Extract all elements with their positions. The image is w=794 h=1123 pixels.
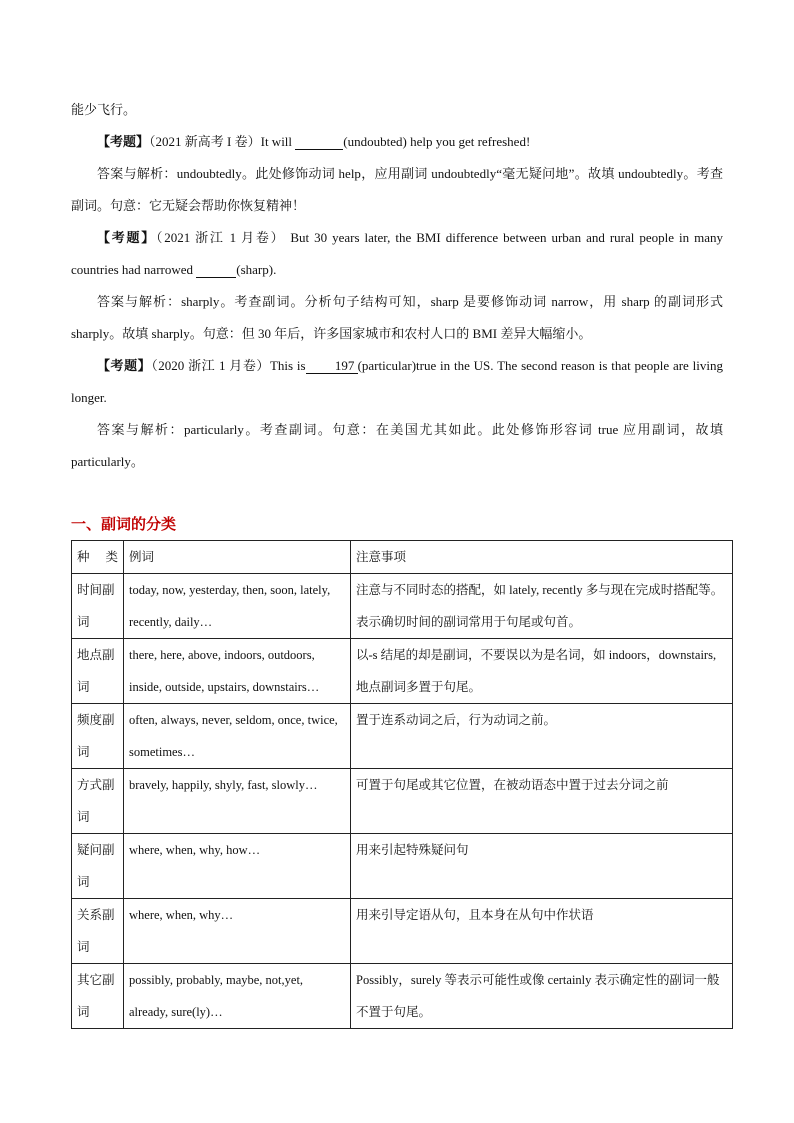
cell-examples: where, when, why, how…	[124, 834, 351, 899]
table-row	[72, 899, 733, 964]
cell-kind: 方式副词	[72, 769, 124, 834]
cell-kind: 频度副词	[72, 704, 124, 769]
cell-note: Possibly，surely 等表示可能性或像 certainly 表示确定性的副词一般不置于句尾。	[351, 964, 733, 1029]
cell-examples: possibly, probably, maybe, not,yet, already, sure(ly)…	[124, 964, 351, 1029]
question-text-post: (particular)true in the US. The second reason is that people are living longer.	[71, 358, 723, 405]
cell-examples: where, when, why…	[124, 899, 351, 964]
cell-kind: 关系副词	[72, 899, 124, 964]
cell-note: 用来引导定语从句，且本身在从句中作状语	[351, 899, 733, 964]
answer-blank	[295, 134, 343, 150]
adverb-classification-table	[71, 540, 733, 1029]
answer-explanation-2: 答案与解析：sharply。考查副词。分析句子结构可知，sharp 是要修饰动词 narrow，用 sharp 的副词形式 sharply。故填 sharply。句意：但 30 年后，许多国家城市和农村人口的 BMI 差异大幅缩小。	[71, 294, 723, 341]
intro-tail: 能少飞行。	[71, 102, 137, 117]
table-header-row	[72, 541, 733, 574]
cell-examples: there, here, above, indoors, outdoors, inside, outside, upstairs, downstairs…	[124, 639, 351, 704]
cell-kind: 其它副词	[72, 964, 124, 1029]
section-title: 一、副词的分类	[71, 515, 177, 533]
answer-explanation-3: 答案与解析：particularly。考查副词。句意：在美国尤其如此。此处修饰形容词 true 应用副词，故填 particularly。	[71, 422, 723, 469]
cell-note: 置于连系动词之后，行为动词之前。	[351, 704, 733, 769]
table-row	[72, 834, 733, 899]
cell-examples: bravely, happily, shyly, fast, slowly…	[124, 769, 351, 834]
table-row	[72, 574, 733, 639]
question-text-post: (undoubted) help you get refreshed!	[343, 134, 531, 149]
cell-note: 可置于句尾或其它位置，在被动语态中置于过去分词之前	[351, 769, 733, 834]
cell-note: 用来引起特殊疑问句	[351, 834, 733, 899]
cell-kind: 地点副词	[72, 639, 124, 704]
cell-note: 注意与不同时态的搭配，如 lately, recently 多与现在完成时搭配等。表示确切时间的副词常用于句尾或句首。	[351, 574, 733, 639]
cell-note: 以-s 结尾的却是副词，不要误以为是名词，如 indoors，downstairs,地点副词多置于句尾。	[351, 639, 733, 704]
exam-question-2	[71, 222, 723, 286]
header-kind: 种类	[72, 541, 124, 574]
table-row	[72, 639, 733, 704]
question-tag: 【考题】	[97, 230, 156, 245]
header-examples: 例词	[124, 541, 351, 574]
table-row	[72, 964, 733, 1029]
cell-kind: 疑问副词	[72, 834, 124, 899]
cell-examples: often, always, never, seldom, once, twice, sometimes…	[124, 704, 351, 769]
exam-question-1	[71, 126, 723, 158]
question-tag: 【考题】	[97, 358, 152, 373]
question-text-pre: But 30 years later, the BMI difference between urban and rural people in many countries had narrowed	[71, 230, 723, 277]
question-source: （2021 新高考 I 卷）	[149, 134, 261, 149]
answer-explanation-1: 答案与解析：undoubtedly。此处修饰动词 help，应用副词 undoubtedly“毫无疑问地”。故填 undoubtedly。考查副词。句意：它无疑会帮助你恢复精神！	[71, 166, 723, 213]
question-text-pre: It will	[260, 134, 296, 149]
table-row	[72, 704, 733, 769]
table-row	[72, 769, 733, 834]
answer-blank: 197	[306, 358, 358, 374]
exam-question-3	[71, 350, 723, 414]
cell-examples: today, now, yesterday, then, soon, lately, recently, daily…	[124, 574, 351, 639]
question-source: （2021 浙江 1 月卷）	[155, 230, 286, 245]
question-tag: 【考题】	[97, 134, 150, 149]
question-text-pre: This is	[269, 358, 306, 373]
question-source: （2020 浙江 1 月卷）	[151, 358, 270, 373]
cell-kind: 时间副词	[72, 574, 124, 639]
question-text-post: (sharp).	[236, 262, 277, 277]
header-notes: 注意事项	[351, 541, 733, 574]
answer-blank	[196, 262, 236, 278]
